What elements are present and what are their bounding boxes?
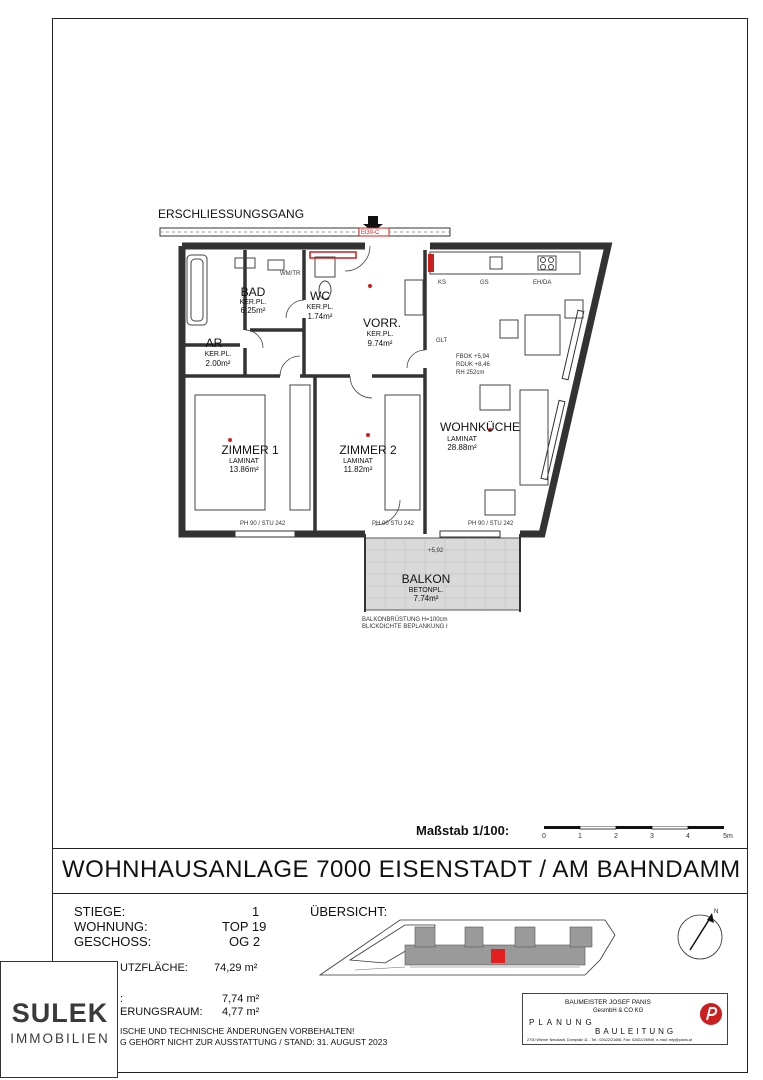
scale-tick-1: 1 <box>578 833 582 840</box>
wohnung-label: WOHNUNG: <box>74 919 148 934</box>
scale-tick-0: 0 <box>542 833 546 840</box>
stiege-value: 1 <box>252 904 260 919</box>
highlighted-unit <box>491 949 505 963</box>
room-ar-floor: KER.PL. <box>204 351 232 358</box>
room-bad-area: 6.25m² <box>240 306 266 315</box>
room-zimmer2-floor: LAMINAT <box>343 458 373 465</box>
planner-name: BAUMEISTER JOSEF PANIS <box>565 999 651 1006</box>
room-markers <box>228 284 492 442</box>
planner-bauleitung: BAULEITUNG <box>595 1027 677 1036</box>
room-vorr-floor: KER.PL. <box>366 331 394 338</box>
scale-tick-4: 4 <box>686 833 690 840</box>
note-line-2: G GEHÖRT NICHT ZUR AUSSTATTUNG / STAND: 31. AUGUST 2023 <box>120 1037 388 1047</box>
divider-bottom <box>52 893 748 894</box>
geschoss-label: GESCHOSS: <box>74 934 152 949</box>
room-bad-floor: KER.PL. <box>239 299 267 306</box>
room-balkon-floor: BETONPL. <box>408 587 444 594</box>
fixture-wmtr: WM/TR <box>280 271 301 277</box>
room-wohnkueche-floor: LAMINAT <box>447 436 477 443</box>
room-wc-name: WC <box>310 289 330 303</box>
abstellraum-value: 4,77 m² <box>222 1006 260 1018</box>
svg-text:N: N <box>714 909 719 915</box>
windows <box>235 310 584 537</box>
balcony-note-2: BLICKDICHTE BEPLANKUNG I <box>362 624 448 630</box>
balcony-level: +5,92 <box>428 548 444 554</box>
room-wohnkueche-name: WOHNKÜCHE <box>440 420 520 434</box>
accent-marker-kitchen <box>428 254 434 272</box>
nutzflaeche-value: 74,29 m² <box>214 962 258 974</box>
room-wohnkueche-area: 28.88m² <box>447 443 477 452</box>
room-bad-name: BAD <box>240 285 266 299</box>
room-ar-area: 2.00m² <box>205 359 231 368</box>
fixture-gs: GS <box>480 280 489 286</box>
room-balkon-name: BALKON <box>401 572 451 586</box>
room-zimmer1-floor: LAMINAT <box>229 458 259 465</box>
north-compass-icon <box>670 905 730 965</box>
planner-logo-icon <box>699 1002 723 1026</box>
room-vorr-area: 9.74m² <box>367 339 393 348</box>
fixture-ehda: EH/DA <box>533 280 552 286</box>
balkon-value: 7,74 m² <box>222 993 260 1005</box>
window-label-2: PH 00 STU 242 <box>372 521 415 527</box>
divider-top <box>52 848 748 849</box>
balcony-note-1: BALKONBRÜSTUNG H=100cm <box>362 617 448 623</box>
scale-tick-2: 2 <box>614 833 618 840</box>
room-balkon-area: 7.74m² <box>413 594 439 603</box>
sulek-logo <box>0 961 118 1078</box>
logo-line-2: IMMOBILIEN <box>10 1031 110 1046</box>
abstellraum-label: ERUNGSRAUM: <box>120 1006 203 1018</box>
room-vorr-name: VORR. <box>362 316 402 330</box>
door-tag: El30-C <box>361 230 380 236</box>
room-zimmer1-name: ZIMMER 1 <box>221 443 279 457</box>
room-wc-area: 1.74m² <box>307 312 333 321</box>
scale-tick-5: 5m <box>723 833 733 840</box>
fixture-ks: KS <box>438 280 447 286</box>
geschoss-value: OG 2 <box>229 934 261 949</box>
stiege-label: STIEGE: <box>74 904 126 919</box>
fixture-glt: GLT <box>436 338 448 344</box>
planner-planung: PLANUNG <box>529 1018 596 1027</box>
scale-bar <box>540 826 740 846</box>
page-title: WOHNHAUSANLAGE 7000 EISENSTADT / AM BAHNDAMM <box>62 856 741 883</box>
logo-line-1: SULEK <box>11 998 109 1028</box>
kitchen-counter <box>430 252 580 274</box>
interior-walls <box>182 250 425 534</box>
corridor-label: ERSCHLIESSUNGSGANG <box>158 207 305 221</box>
level-fbok: FBOK +5,94 <box>456 354 490 360</box>
level-rh: RH 252cm <box>456 370 485 376</box>
site-overview-map <box>315 905 625 980</box>
room-zimmer2-area: 11.82m² <box>343 465 373 474</box>
wohnung-value: TOP 19 <box>222 919 267 934</box>
nutzflaeche-label: UTZFLÄCHE: <box>120 962 188 974</box>
overview-label: ÜBERSICHT: <box>310 904 388 919</box>
scale-label: Maßstab 1/100: <box>416 823 510 838</box>
planner-stamp <box>522 993 728 1045</box>
level-rduk: RDUK +8,46 <box>456 362 490 368</box>
scale-tick-3: 3 <box>650 833 654 840</box>
room-ar-name: AR <box>205 336 223 350</box>
note-line-1: ISCHE UND TECHNISCHE ÄNDERUNGEN VORBEHALTEN! <box>120 1026 355 1036</box>
planner-company: GesmbH & CO KG <box>593 1008 644 1014</box>
planner-address: 2700 Wiener Neustadt, Domplatz 11 - Tel.: 02622/21666, Fax: 02622/26949, e-mail: mfy@panis.at <box>527 1038 692 1042</box>
corridor-strip <box>160 228 450 236</box>
door-swings <box>245 246 425 525</box>
window-label-3: PH 90 / STU 242 <box>468 521 514 527</box>
room-zimmer2-name: ZIMMER 2 <box>339 443 397 457</box>
balkon-label: : <box>120 993 124 1005</box>
floor-plan <box>140 200 620 640</box>
room-wc-floor: KER.PL. <box>306 304 334 311</box>
room-zimmer1-area: 13.86m² <box>229 465 259 474</box>
window-label-1: PH 90 / STU 242 <box>240 521 286 527</box>
